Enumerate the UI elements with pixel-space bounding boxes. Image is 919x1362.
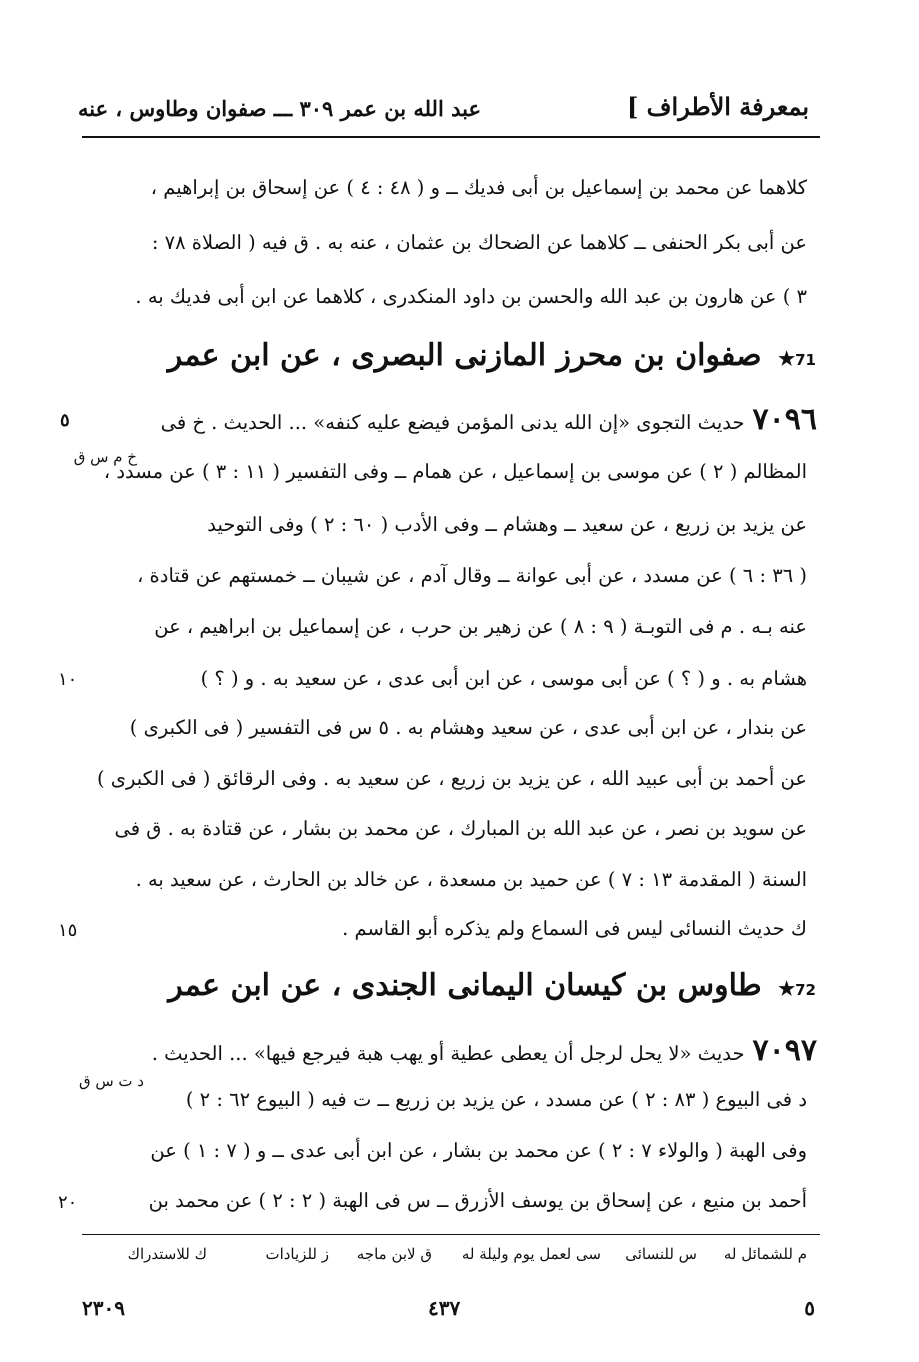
- body-line: ك حديث النسائى ليس فى السماع ولم يذكره أبو القاسم .: [342, 917, 807, 940]
- body-line: ٣ ) عن هارون بن عبد الله والحسن بن داود المنكدرى ، كلاهما عن ابن أبى فديك به .: [135, 285, 807, 308]
- sigla-marker: خ م س ق: [73, 448, 137, 466]
- body-line: عن يزيد بن زريع ، عن سعيد ــ وهشام ــ وفى الأدب ( ٦٠ : ٢ ) وفى التوحيد: [207, 513, 807, 536]
- page-number: ٤٣٧: [428, 1296, 461, 1320]
- hadith-number: ٧٠٩٦: [752, 402, 817, 437]
- body-line: ( ٣٦ : ٦ ) عن مسدد ، عن أبى عوانة ــ وقال آدم ، عن شيبان ــ خمستهم عن قتادة ،: [137, 564, 807, 587]
- section-title: صفوان بن محرز المازنى البصرى ، عن ابن عمر: [167, 338, 762, 373]
- star-icon: ★: [778, 348, 796, 370]
- header-title: بمعرفة الأطراف ]: [626, 92, 809, 121]
- header-subtitle: [78, 96, 481, 121]
- star-icon: ★: [778, 978, 796, 1000]
- hadith-heading-7097: [152, 1033, 817, 1068]
- footnote-item: سى لعمل يوم وليلة له: [461, 1245, 601, 1263]
- body-line: السنة ( المقدمة ١٣ : ٧ ) عن حميد بن مسعدة ، عن خالد بن الحارث ، عن سعيد به .: [135, 868, 807, 891]
- section-number: 71: [795, 351, 816, 369]
- hadith-number: ٧٠٩٧: [752, 1033, 817, 1068]
- sigla-marker: د ت س ق: [78, 1072, 144, 1090]
- section-heading-71: [168, 338, 816, 373]
- footnote-item: س للنسائى: [625, 1245, 697, 1263]
- body-line: عن أحمد بن أبى عبيد الله ، عن يزيد بن زريع ، عن سعيد به . وفى الرقائق ( فى الكبرى ): [96, 767, 807, 790]
- margin-line-number-20: ٢٠: [58, 1192, 78, 1213]
- body-line: وفى الهبة ( والولاء ٧ : ٢ ) عن محمد بن بشار ، عن ابن أبى عدى ــ و ( ٧ : ١ ) عن: [150, 1139, 807, 1162]
- header-rule: [82, 136, 820, 138]
- margin-line-number-15: ١٥: [58, 920, 78, 941]
- page-number-right: ٥: [804, 1296, 815, 1320]
- section-heading-72: [168, 968, 816, 1003]
- body-line: عن بندار ، عن ابن أبى عدى ، عن سعيد وهشام به . ٥ س فى التفسير ( فى الكبرى ): [129, 716, 807, 739]
- hadith-heading-7096: [161, 402, 817, 437]
- footnote-item: ق لابن ماجه: [356, 1245, 432, 1263]
- hadith-intro: حديث التجوى «إن الله يدنى المؤمن فيضع عليه كنفه» ... الحديث . خ فى: [160, 411, 745, 434]
- body-line: هشام به . و ( ؟ ) عن أبى موسى ، عن ابن أبى عدى ، عن سعيد به . و ( ؟ ): [200, 667, 807, 690]
- footnote-item: ز للزيادات: [265, 1245, 329, 1263]
- body-line: المظالم ( ٢ ) عن موسى بن إسماعيل ، عن همام ــ وفى التفسير ( ١١ : ٣ ) عن مسدد ،: [103, 460, 807, 483]
- footnote-item: ك للاستدراك: [127, 1245, 207, 1263]
- body-line: عن سويد بن نصر ، عن عبد الله بن المبارك ، عن محمد بن بشار ، عن قتادة به . ق فى: [114, 817, 807, 840]
- margin-line-number-10: ١٠: [58, 669, 78, 690]
- body-line: كلاهما عن محمد بن إسماعيل بن أبى فديك ــ و ( ٤٨ : ٤ ) عن إسحاق بن إبراهيم ،: [150, 176, 807, 199]
- body-line: أحمد بن منيع ، عن إسحاق بن يوسف الأزرق ــ س فى الهبة ( ٢ : ٢ ) عن محمد بن: [148, 1189, 807, 1212]
- page-number-left: ٢٣٠٩: [82, 1296, 125, 1320]
- body-line: د فى البيوع ( ٨٣ : ٢ ) عن مسدد ، عن يزيد بن زريع ــ ت فيه ( البيوع ٦٢ : ٢ ): [185, 1088, 807, 1111]
- hadith-intro: حديث «لا يحل لرجل أن يعطى عطية أو يهب هبة فيرجع فيها» ... الحديث .: [151, 1042, 745, 1065]
- footnote-rule: [82, 1234, 820, 1235]
- section-title: طاوس بن كيسان اليمانى الجندى ، عن ابن عمر: [168, 968, 762, 1003]
- body-line: عن أبى بكر الحنفى ــ كلاهما عن الضحاك بن عثمان ، عنه به . ق فيه ( الصلاة ٧٨ :: [151, 231, 807, 254]
- header-subtitle-text: عبد الله بن عمر ٣٠٩ ـــ صفوان وطاوس ، عنه: [77, 96, 481, 121]
- section-number: 72: [795, 981, 816, 999]
- margin-bullet: ٥: [60, 410, 70, 431]
- body-line: عنه بـه . م فى التوبـة ( ٩ : ٨ ) عن زهير بن حرب ، عن إسماعيل بن ابراهيم ، عن: [154, 615, 807, 638]
- footnote-item: م للشمائل له: [723, 1245, 807, 1263]
